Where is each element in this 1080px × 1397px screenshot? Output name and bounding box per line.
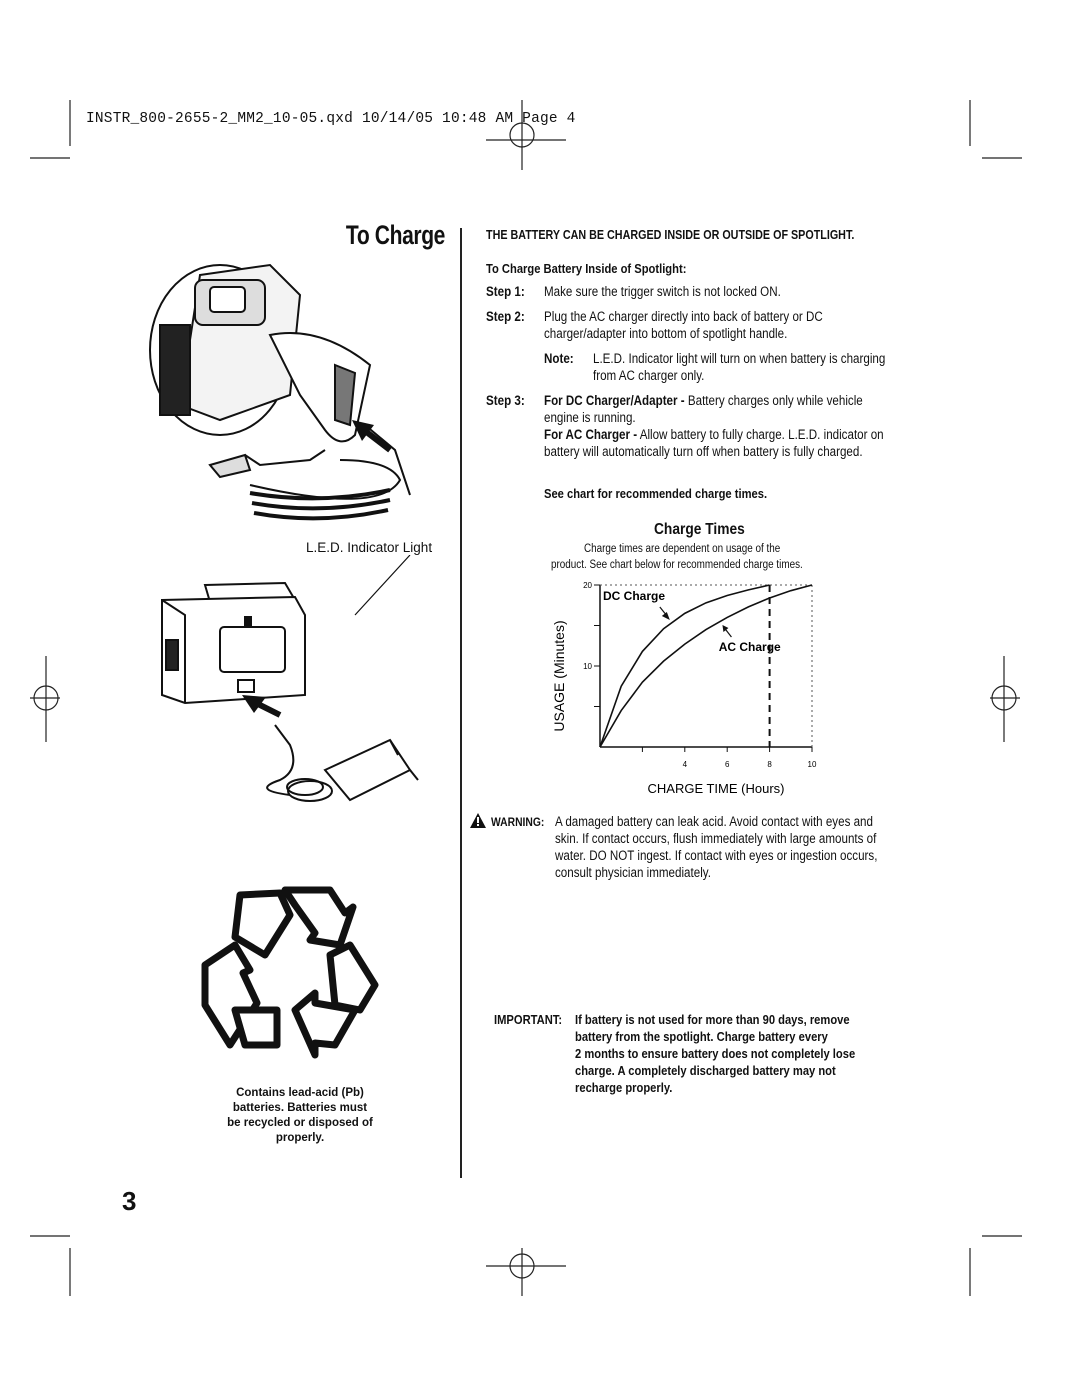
- subheading: To Charge Battery Inside of Spotlight:: [486, 261, 687, 276]
- important-label: IMPORTANT:: [494, 1012, 563, 1027]
- important-line3: 2 months to ensure battery does not completely lose: [575, 1046, 856, 1061]
- step2-line2: charger/adapter into bottom of spotlight handle.: [544, 326, 788, 341]
- see-chart-note: See chart for recommended charge times.: [544, 486, 768, 501]
- step3-label: Step 3:: [486, 393, 525, 408]
- note-label: Note:: [544, 351, 574, 366]
- series-label-dc: DC Charge: [603, 589, 666, 603]
- x-tick-label: 6: [724, 760, 730, 769]
- recycle-caption-line1: Contains lead-acid (Pb): [236, 1087, 364, 1099]
- chart-section-title: Charge Times: [654, 521, 745, 538]
- step3-ac-text: Allow battery to fully charge. L.E.D. indicator on: [639, 427, 884, 442]
- recycle-caption: [195, 1086, 405, 1146]
- ac-pointer-arrowhead: [722, 625, 728, 632]
- page-title: To Charge: [345, 220, 445, 250]
- note-line2: from AC charger only.: [593, 368, 705, 383]
- y-axis-label: USAGE (Minutes): [551, 620, 567, 732]
- note-line1: L.E.D. Indicator light will turn on when battery is charging: [593, 351, 886, 366]
- important-line4: charge. A completely discharged battery may not: [575, 1063, 836, 1078]
- dc-pointer-arrowhead: [662, 612, 670, 620]
- charge-times-chart: [540, 575, 830, 800]
- step3-ac: [544, 426, 884, 443]
- warning-line2: skin. If contact occurs, flush immediately with large amounts of: [555, 831, 877, 846]
- step3-dc-label: For DC Charger/Adapter -: [544, 393, 685, 408]
- column-divider: [460, 228, 462, 1178]
- ac-charge-line: [600, 585, 812, 747]
- file-slug: INSTR_800-2655-2_MM2_10-05.qxd 10/14/05 10:48 AM Page 4: [86, 111, 576, 127]
- warning-icon: [470, 813, 486, 828]
- x-tick-label: 4: [682, 760, 688, 769]
- step3-dc-line2: engine is running.: [544, 410, 636, 425]
- page-number: 3: [122, 1186, 137, 1216]
- chart-desc-line2: product. See chart below for recommended charge times.: [551, 559, 803, 571]
- section-heading: THE BATTERY CAN BE CHARGED INSIDE OR OUTSIDE OF SPOTLIGHT.: [486, 228, 855, 242]
- x-tick-label: 10: [807, 760, 817, 769]
- recycle-caption-line2: batteries. Batteries must: [232, 1102, 368, 1114]
- y-tick-label: 20: [583, 581, 592, 590]
- step3-ac-label: For AC Charger -: [544, 427, 638, 442]
- battery-charger-illustration: [150, 555, 430, 810]
- chart-desc-line1: Charge times are dependent on usage of the: [584, 543, 781, 555]
- warning-line4: consult physician immediately.: [555, 865, 711, 880]
- recycle-caption-line4: properly.: [275, 1132, 325, 1144]
- important-line1: If battery is not used for more than 90 days, remove: [575, 1012, 850, 1027]
- step3-ac-line2: battery will automatically turn off when battery is fully charged.: [544, 444, 863, 459]
- step2-line1: Plug the AC charger directly into back of battery or DC: [544, 309, 823, 324]
- series-label-ac: AC Charge: [718, 640, 781, 654]
- important-line5: recharge properly.: [575, 1080, 673, 1095]
- step3-dc: [544, 392, 863, 409]
- x-tick-label: 8: [767, 760, 772, 769]
- step2-label: Step 2:: [486, 309, 525, 324]
- step1-text: Make sure the trigger switch is not locked ON.: [544, 284, 781, 299]
- recycle-caption-line3: be recycled or disposed of: [227, 1117, 373, 1129]
- spotlight-illustration: [140, 255, 430, 535]
- warning-line1: A damaged battery can leak acid. Avoid contact with eyes and: [555, 814, 873, 829]
- recycle-icon: [195, 885, 385, 1060]
- led-indicator-label: L.E.D. Indicator Light: [306, 540, 433, 555]
- step3-dc-text: Battery charges only while vehicle: [687, 393, 863, 408]
- step1-label: Step 1:: [486, 284, 525, 299]
- warning-label: WARNING:: [491, 815, 545, 829]
- y-tick-label: 10: [583, 662, 592, 671]
- warning-line3: water. DO NOT ingest. If contact with eyes or ingestion occurs,: [555, 848, 878, 863]
- x-axis-label: CHARGE TIME (Hours): [647, 781, 785, 796]
- important-line2: battery from the spotlight. Charge battery every: [575, 1029, 828, 1044]
